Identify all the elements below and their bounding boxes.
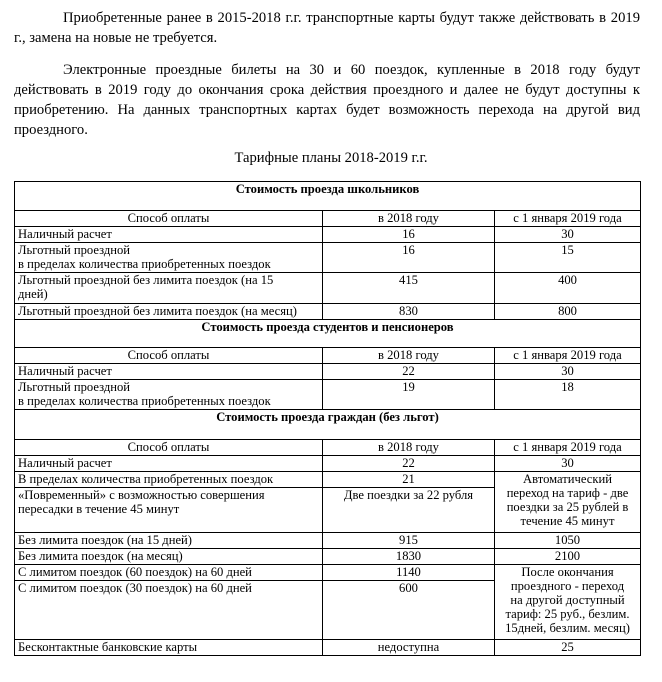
payment-method: Льготный проездной без лимита поездок (на месяц) (15, 304, 323, 320)
price-2018: Две поездки за 22 рубля (323, 488, 495, 533)
intro-paragraph-1: Приобретенные ранее в 2015-2018 г.г. транспортные карты будут также действовать в 2019 г., замена на новые не требуется. (14, 10, 640, 46)
price-2018: 600 (323, 581, 495, 640)
price-2018: 915 (323, 533, 495, 549)
price-2019: 800 (495, 304, 641, 320)
table-row (15, 565, 641, 581)
table-row (15, 640, 641, 656)
price-2019: 30 (495, 364, 641, 380)
payment-method-line: пересадки в течение 45 минут (18, 502, 180, 516)
table-row (15, 304, 641, 320)
payment-method: Наличный расчет (15, 364, 323, 380)
column-header-2018: в 2018 году (323, 440, 495, 456)
price-2019-after-expiry (495, 565, 641, 640)
price-2018: 19 (323, 380, 495, 410)
payment-method-line: в пределах количества приобретенных поездок (18, 257, 271, 271)
payment-method: Наличный расчет (15, 227, 323, 243)
column-header-2019: с 1 января 2019 года (495, 440, 641, 456)
price-2019: 30 (495, 456, 641, 472)
price-2018: 22 (323, 456, 495, 472)
payment-method: Бесконтактные банковские карты (15, 640, 323, 656)
section-title-row (15, 320, 641, 348)
price-2018: 21 (323, 472, 495, 488)
price-2018: 1830 (323, 549, 495, 565)
payment-method (15, 380, 323, 410)
payment-method (15, 243, 323, 273)
price-2019-line: После окончания (521, 565, 614, 579)
section-title-row (15, 410, 641, 440)
payment-method-line: Льготный проездной (18, 243, 131, 257)
price-2019-line: 15дней, безлим. месяц) (505, 621, 630, 635)
payment-method (15, 273, 323, 304)
payment-method-line: в пределах количества приобретенных поездок (18, 394, 271, 408)
payment-method (15, 488, 323, 533)
payment-method: В пределах количества приобретенных поездок (15, 472, 323, 488)
payment-method-line: «Повременный» с возможностью совершения (18, 488, 265, 502)
price-2019-line: поездки за 25 рублей в (506, 500, 629, 514)
payment-method: Без лимита поездок (на месяц) (15, 549, 323, 565)
column-header-method: Способ оплаты (15, 211, 323, 227)
price-2019-line: на другой доступный (510, 593, 625, 607)
price-2018: 22 (323, 364, 495, 380)
table-row (15, 227, 641, 243)
payment-method: Без лимита поездок (на 15 дней) (15, 533, 323, 549)
price-2019: 15 (495, 243, 641, 273)
column-header-row (15, 211, 641, 227)
payment-method-line: Льготный проездной без лимита поездок (на 15 (18, 273, 274, 287)
table-row (15, 472, 641, 488)
price-2018: 830 (323, 304, 495, 320)
price-2019: 1050 (495, 533, 641, 549)
price-2019: 30 (495, 227, 641, 243)
section-title: Стоимость проезда студентов и пенсионеров (15, 320, 641, 348)
price-2019-line: тариф: 25 руб., безлим. (505, 607, 630, 621)
price-2018: 1140 (323, 565, 495, 581)
column-header-row (15, 440, 641, 456)
price-2018: 16 (323, 243, 495, 273)
column-header-method: Способ оплаты (15, 348, 323, 364)
table-row (15, 533, 641, 549)
price-2019: 2100 (495, 549, 641, 565)
price-2019-line: переход на тариф - две (506, 486, 629, 500)
table-row (15, 456, 641, 472)
column-header-row (15, 348, 641, 364)
price-2018: недоступна (323, 640, 495, 656)
payment-method-line: дней) (18, 287, 48, 301)
payment-method-line: Льготный проездной (18, 380, 131, 394)
table-row (15, 243, 641, 273)
table-row (15, 380, 641, 410)
table-row (15, 549, 641, 565)
table-caption: Тарифные планы 2018-2019 г.г. (234, 150, 428, 166)
table-row (15, 273, 641, 304)
tariff-table (14, 181, 641, 656)
price-2019-auto-transfer (495, 472, 641, 533)
price-2019-line: проездного - переход (510, 579, 625, 593)
column-header-2018: в 2018 году (323, 211, 495, 227)
column-header-2018: в 2018 году (323, 348, 495, 364)
price-2019-line: течение 45 минут (520, 514, 615, 528)
price-2018: 415 (323, 273, 495, 304)
column-header-2019: с 1 января 2019 года (495, 211, 641, 227)
price-2019: 18 (495, 380, 641, 410)
payment-method: С лимитом поездок (60 поездок) на 60 дней (15, 565, 323, 581)
table-row (15, 364, 641, 380)
price-2018: 16 (323, 227, 495, 243)
section-title-row (15, 182, 641, 211)
column-header-2019: с 1 января 2019 года (495, 348, 641, 364)
column-header-method: Способ оплаты (15, 440, 323, 456)
payment-method: С лимитом поездок (30 поездок) на 60 дней (15, 581, 323, 640)
section-title: Стоимость проезда школьников (15, 182, 641, 211)
payment-method: Наличный расчет (15, 456, 323, 472)
price-2019: 25 (495, 640, 641, 656)
price-2019: 400 (495, 273, 641, 304)
intro-paragraph-2: Электронные проездные билеты на 30 и 60 поездок, купленные в 2018 году будут действовать в 2019 году до окончания срока действия проездного и далее не будут доступны к приобретению. На данных транспортных картах будет возможность перехода на другой вид проездного. (14, 62, 640, 138)
section-title: Стоимость проезда граждан (без льгот) (15, 410, 641, 440)
price-2019-line: Автоматический (523, 472, 612, 486)
